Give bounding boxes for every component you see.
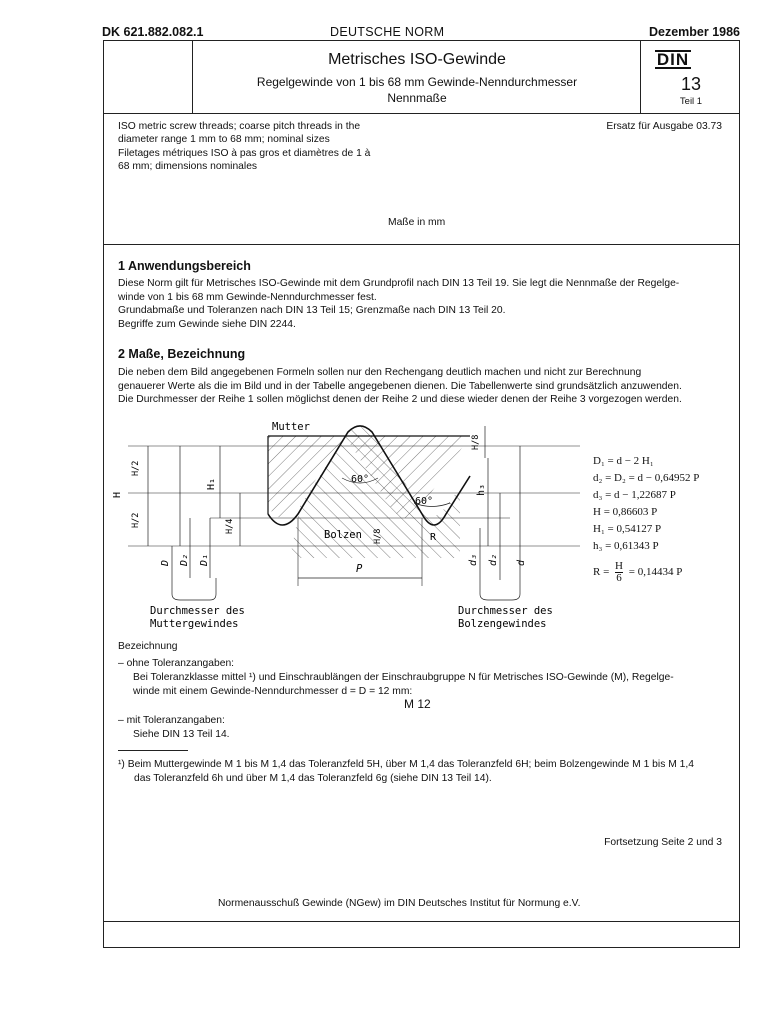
label-D: D xyxy=(160,559,171,566)
label-h3: h₃ xyxy=(476,483,487,496)
fraction xyxy=(615,561,623,584)
label-P: P xyxy=(356,563,363,575)
text-line: Die neben dem Bild angegebenen Formeln sollen nur den Rechengang deutlich machen und nicht zur Berechnung xyxy=(118,367,642,378)
footnote xyxy=(118,758,730,785)
norm-type: DEUTSCHE NORM xyxy=(330,25,445,39)
formula: h₃ = 0,61343 P xyxy=(593,540,659,552)
subtitle-line: Nennmaße xyxy=(387,91,447,105)
formula: d₂ = D₂ = d − 0,64952 P xyxy=(593,472,700,484)
section-1-text xyxy=(118,277,728,331)
formula xyxy=(593,561,682,584)
thread-profile-figure xyxy=(110,418,590,638)
label-H-half: H/2 xyxy=(131,460,141,476)
text-line: ¹) Beim Muttergewinde M 1 bis M 1,4 das Toleranzfeld 5H, über M 1,4 das Toleranzfeld 6H; beim Bolzengewinde M 1 bis M 1,4 xyxy=(118,759,694,770)
numerator: H xyxy=(615,560,623,572)
text-line: genauerer Werte als die im Bild und in der Tabelle angegebenen dienen. Die Tabellenwerte sind grundsätzlich anzuwenden. xyxy=(118,380,682,392)
caption-bolt: Durchmesser des xyxy=(458,605,553,617)
text-line: winde von 1 bis 68 mm Gewinde-Nenndurchmesser fest. xyxy=(118,291,377,303)
divider xyxy=(104,921,739,922)
caption-nut: Muttergewindes xyxy=(150,618,239,630)
dk-number: DK 621.882.082.1 xyxy=(102,25,204,39)
english-title xyxy=(118,120,360,146)
document-title: Metrisches ISO-Gewinde xyxy=(328,51,506,68)
label-d: d xyxy=(516,559,527,566)
issue-date: Dezember 1986 xyxy=(648,25,740,39)
label-H: H xyxy=(112,491,123,498)
caption-bracket xyxy=(172,578,216,600)
document-subtitle xyxy=(194,74,640,106)
label-mutter: Mutter xyxy=(272,421,310,433)
continuation-note: Fortsetzung Seite 2 und 3 xyxy=(604,837,722,848)
label-H-eighth: H/8 xyxy=(373,528,383,544)
label-d2: d₂ xyxy=(488,553,499,566)
designation-item: – mit Toleranzangaben: xyxy=(118,715,225,726)
formula: d₃ = d − 1,22687 P xyxy=(593,489,676,501)
units-note: Maße in mm xyxy=(388,217,446,228)
label-D2: D₂ xyxy=(179,553,190,566)
text-line: diameter range 1 mm to 68 mm; nominal sizes xyxy=(118,134,330,145)
section-2-text xyxy=(118,366,730,407)
label-H1: H₁ xyxy=(206,477,217,490)
designation-label: Bezeichnung xyxy=(118,641,178,652)
title-block xyxy=(104,41,739,114)
din-number: 13 xyxy=(680,74,702,94)
label-H-half: H/2 xyxy=(131,512,141,528)
text-line: Grundabmaße und Toleranzen nach DIN 13 Teil 15; Grenzmaße nach DIN 13 Teil 20. xyxy=(118,305,506,316)
footer-committee: Normenausschuß Gewinde (NGew) im DIN Deutsches Institut für Normung e.V. xyxy=(218,898,581,909)
formula: H = 0,86603 P xyxy=(593,506,658,518)
text-line: Filetages métriques ISO à pas gros et diamètres de 1 à xyxy=(118,148,371,159)
caption-bolt: Bolzengewindes xyxy=(458,618,547,630)
caption-bracket xyxy=(480,580,520,600)
text-line: ISO metric screw threads; coarse pitch threads in the xyxy=(118,121,361,132)
section-1-heading: 1 Anwendungsbereich xyxy=(118,259,251,273)
text-line: Bei Toleranzklasse mittel ¹) und Einschraublängen der Einschraubgruppe N für Metrisches ISO-Gewinde (M), Regelge- xyxy=(133,672,674,683)
footnote-rule xyxy=(118,750,188,751)
din-logo: DIN xyxy=(656,50,690,69)
formula-part: R = xyxy=(593,566,610,579)
designation-item: – ohne Toleranzangaben: xyxy=(118,658,235,669)
angle-label: 60° xyxy=(415,496,434,507)
label-D1: D₁ xyxy=(199,553,210,566)
section-2-heading: 2 Maße, Bezeichnung xyxy=(118,347,246,361)
label-d3: d₃ xyxy=(468,553,479,566)
text-line: Begriffe zum Gewinde siehe DIN 2244. xyxy=(118,318,296,330)
label-H-eighth: H/8 xyxy=(471,434,481,450)
label-R: R xyxy=(430,532,437,543)
text-line: 68 mm; dimensions nominales xyxy=(118,161,258,172)
divider xyxy=(104,244,739,245)
text-line: winde mit einem Gewinde-Nenndurchmesser d = D = 12 mm: xyxy=(133,685,413,697)
din-part: Teil 1 xyxy=(679,96,703,107)
designation-text xyxy=(133,671,731,698)
text-line: Die Durchmesser der Reihe 1 sollen möglichst denen der Reihe 2 und diese wieder denen der Reihe 3 vorgezogen werden. xyxy=(118,394,682,405)
replacement-note: Ersatz für Ausgabe 03.73 xyxy=(606,121,722,132)
angle-label: 60° xyxy=(351,474,370,485)
label-H-quarter: H/4 xyxy=(225,518,235,534)
label-bolzen: Bolzen xyxy=(324,529,362,541)
text-line: das Toleranzfeld 6h und über M 1,4 das Toleranzfeld 6g (siehe DIN 13 Teil 14). xyxy=(134,772,492,784)
formula: D₁ = d − 2 H₁ xyxy=(593,455,654,467)
french-title xyxy=(118,147,370,173)
subtitle-line: Regelgewinde von 1 bis 68 mm Gewinde-Nenndurchmesser xyxy=(256,75,578,89)
designation-text: Siehe DIN 13 Teil 14. xyxy=(133,729,230,740)
denominator: 6 xyxy=(616,572,622,584)
formula-part: = 0,14434 P xyxy=(628,566,683,579)
text-line: Diese Norm gilt für Metrisches ISO-Gewinde mit dem Grundprofil nach DIN 13 Teil 19. Sie legt die Nennmaße der Regelge- xyxy=(118,278,680,289)
caption-nut: Durchmesser des xyxy=(150,605,245,617)
designation-example: M 12 xyxy=(404,697,431,711)
formula: H₁ = 0,54127 P xyxy=(593,523,662,535)
